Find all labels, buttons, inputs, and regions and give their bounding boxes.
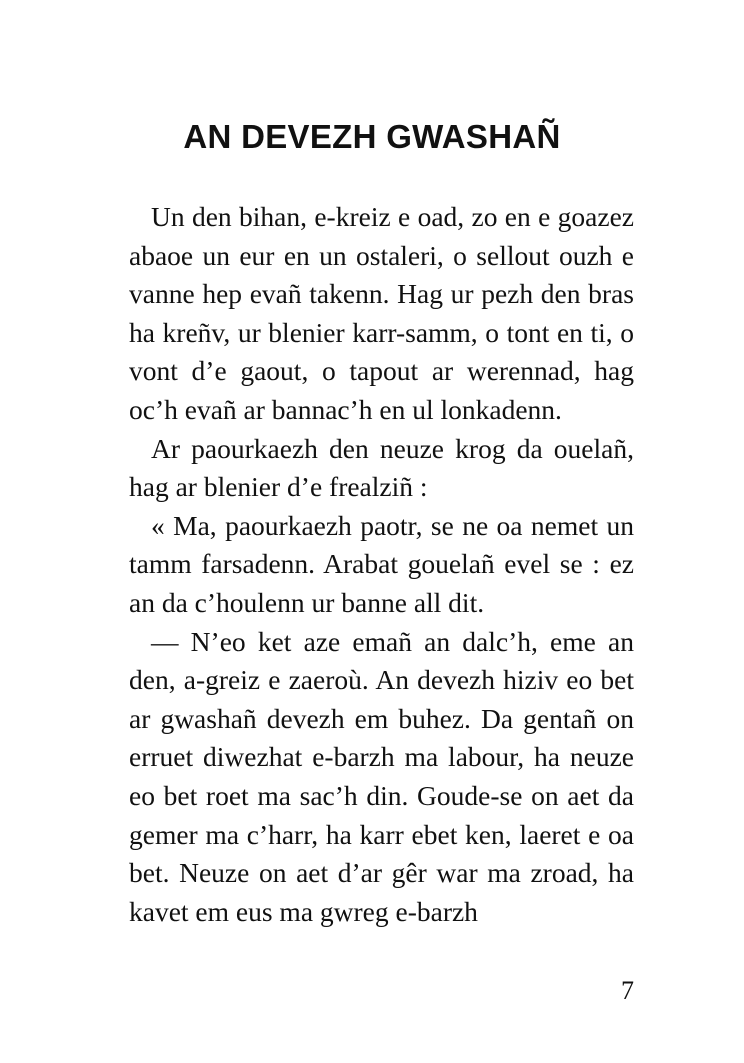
body-text [129,198,634,931]
page-number: 7 [621,976,634,1005]
chapter-title: AN DEVEZH GWASHAÑ [183,118,561,155]
paragraph: « Ma, paourkaezh paotr, se ne oa nemet un tamm farsadenn. Arabat gouelañ evel se : ez an da c’houlenn ur banne all dit. [129,509,634,618]
paragraph: — N’eo ket aze emañ an dalc’h, eme an den, a-greiz e zaeroù. An devezh hiziv eo bet ar gwashañ devezh em buhez. Da gentañ on erruet diwezhat e-barzh ma labour, ha neuze eo bet roet ma sac’h din. Goude-se on aet da gemer ma c’harr, ha karr ebet ken, laeret e oa bet. Neuze on aet d’ar gêr war ma zroad, ha kavet em eus ma gwreg e-barzh [129,625,634,927]
paragraph: Ar paourkaezh den neuze krog da ouelañ, hag ar blenier d’e frealziñ : [129,432,634,503]
paragraph: Un den bihan, e-kreiz e oad, zo en e goazez abaoe un eur en un ostaleri, o sellout ouzh e vanne hep evañ takenn. Hag ur pezh den bras ha kreñv, ur blenier karr-samm, o tont en ti, o vont d’e gaout, o tapout ar werennad, hag oc’h evañ ar bannac’h en ul lonkadenn. [129,201,634,425]
